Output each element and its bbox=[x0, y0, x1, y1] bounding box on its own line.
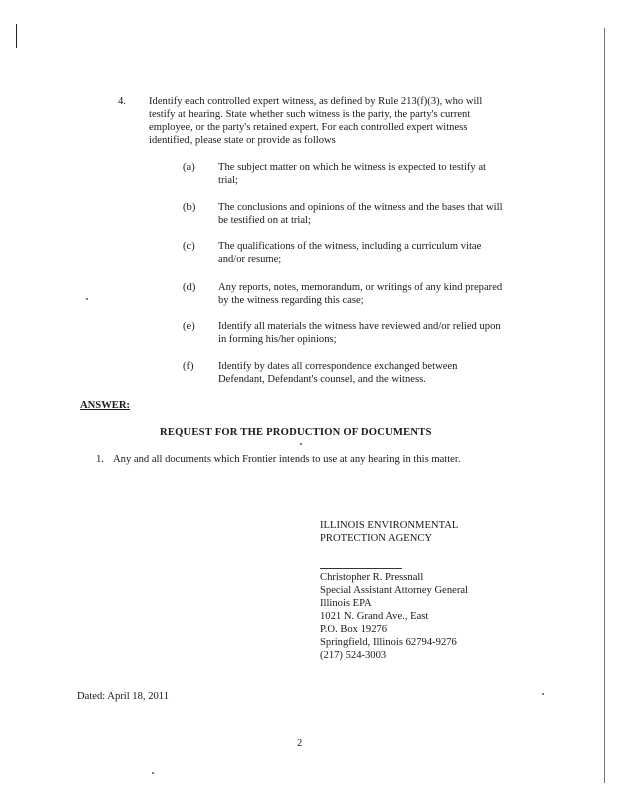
signer-phone: (217) 524-3003 bbox=[320, 650, 387, 661]
item-line: be testified on at trial; bbox=[218, 215, 311, 226]
item-line: Defendant, Defendant's counsel, and the witness. bbox=[218, 374, 426, 385]
item-line: Identify all materials the witness have reviewed and/or relied upon bbox=[218, 321, 501, 332]
request-text: Any and all documents which Frontier intends to use at any hearing in this matter. bbox=[113, 454, 461, 465]
item-label-b: (b) bbox=[183, 202, 196, 213]
signer-po-box: P.O. Box 19276 bbox=[320, 624, 388, 635]
item-line: The qualifications of the witness, including a curriculum vitae bbox=[218, 241, 482, 252]
item-text-b bbox=[218, 201, 530, 227]
scan-edge-mark-left bbox=[16, 24, 17, 48]
answer-label: ANSWER: bbox=[80, 400, 131, 411]
interrogatory-line: identified, please state or provide as follows bbox=[149, 135, 336, 146]
agency-name bbox=[320, 519, 458, 545]
item-line: The conclusions and opinions of the witness and the bases that will bbox=[218, 202, 503, 213]
item-line: The subject matter on which he witness is expected to testify at bbox=[218, 162, 487, 173]
item-text-d bbox=[218, 281, 530, 307]
item-line: Identify by dates all correspondence exchanged between bbox=[218, 361, 458, 372]
scan-edge-mark-right bbox=[604, 28, 605, 783]
item-label-e: (e) bbox=[183, 321, 195, 332]
interrogatory-number: 4. bbox=[118, 96, 126, 107]
interrogatory-line: Identify each controlled expert witness, as defined by Rule 213(f)(3), who will bbox=[149, 96, 483, 107]
signer-title: Special Assistant Attorney General bbox=[320, 585, 468, 596]
item-label-c: (c) bbox=[183, 241, 195, 252]
item-label-d: (d) bbox=[183, 282, 196, 293]
item-line: trial; bbox=[218, 175, 239, 186]
signature-block bbox=[320, 571, 468, 662]
signer-name: Christopher R. Pressnall bbox=[320, 572, 424, 583]
agency-line: PROTECTION AGENCY bbox=[320, 533, 433, 544]
production-heading: REQUEST FOR THE PRODUCTION OF DOCUMENTS bbox=[160, 427, 432, 438]
interrogatory-text bbox=[149, 95, 519, 147]
signer-city: Springfield, Illinois 62794-9276 bbox=[320, 637, 457, 648]
item-text-c bbox=[218, 240, 530, 266]
item-label-a: (a) bbox=[183, 162, 195, 173]
scan-speck bbox=[152, 772, 154, 774]
item-line: in forming his/her opinions; bbox=[218, 334, 337, 345]
item-label-f: (f) bbox=[183, 361, 194, 372]
item-line: Any reports, notes, memorandum, or writings of any kind prepared bbox=[218, 282, 503, 293]
signer-address: 1021 N. Grand Ave., East bbox=[320, 611, 429, 622]
item-text-f bbox=[218, 360, 530, 386]
scan-speck bbox=[542, 693, 544, 695]
page-number: 2 bbox=[297, 738, 303, 749]
interrogatory-line: testify at hearing. State whether such witness is the party, the party's current bbox=[149, 109, 471, 120]
item-text-e bbox=[218, 320, 530, 346]
item-line: and/or resume; bbox=[218, 254, 282, 265]
signature-line bbox=[320, 568, 402, 569]
item-line: by the witness regarding this case; bbox=[218, 295, 364, 306]
dated-line: Dated: April 18, 2011 bbox=[77, 691, 169, 702]
item-text-a bbox=[218, 161, 530, 187]
request-number: 1. bbox=[96, 454, 104, 465]
interrogatory-line: employee, or the party's retained expert. For each controlled expert witness bbox=[149, 122, 468, 133]
scan-speck bbox=[86, 298, 88, 300]
signer-agency: Illinois EPA bbox=[320, 598, 372, 609]
agency-line: ILLINOIS ENVIRONMENTAL bbox=[320, 520, 459, 531]
scan-speck bbox=[300, 443, 302, 445]
